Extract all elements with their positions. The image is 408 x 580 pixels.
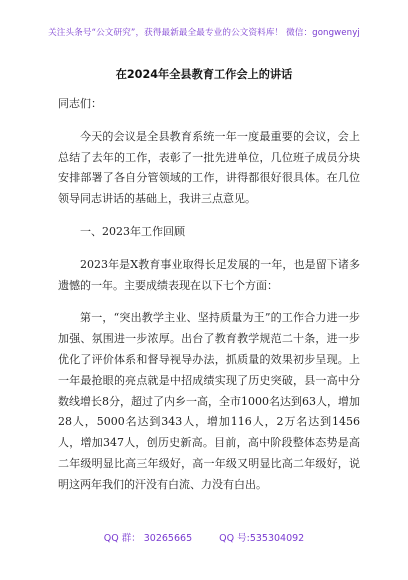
qq-account-number: QQ 号:535304092 [219,533,305,544]
salutation: 同志们： [58,97,102,110]
page-footer [0,530,408,544]
paragraph-overview: 2023年是X教育事业取得长足发展的一年，也是留下诸多遗憾的一年。主要成绩表现在以下七个方面： [58,257,360,292]
document-body [58,88,360,496]
paragraph-intro: 今天的会议是全县教育系统一年一度最重要的会议，会上总结了去年的工作，表彰了一批先进单位，几位班子成员分块安排部署了各自分管领域的工作，讲得都很好很具体。在几位领导同志讲话的基础上，我讲三点意见。 [58,129,360,206]
page-header-banner: 关注头条号“公文研究”，获得最新最全最专业的公文资料库！ 微信：gongwenyj [48,28,360,38]
qq-group-number: QQ 群： 30265665 [103,533,193,544]
paragraph-point-one: 第一，“突出教学主业、坚持质量为王”的工作合力进一步加强、氛围进一步浓厚。出台了教育教学规范二十条，进一步优化了评价体系和督导视导办法，抓质量的效果初步呈现。上一年最抢眼的亮点就是中招成绩实现了历史突破，县一高中分数线增长8分，超过了内乡一高，全市1000名达到63人，增加28人，5000名达到343人，增加116人，2万名达到1456人，增加347人，创历史新高。目前，高中阶段整体态势是高二年级明显比高三年级好，高一年级又明显比高二年级好，说明这两年我们的汗没有白流、力没有白出。 [58,311,360,491]
section-heading: 一、2023年工作回顾 [80,224,185,238]
document-title: 在2024年全县教育工作会上的讲话 [115,68,293,81]
